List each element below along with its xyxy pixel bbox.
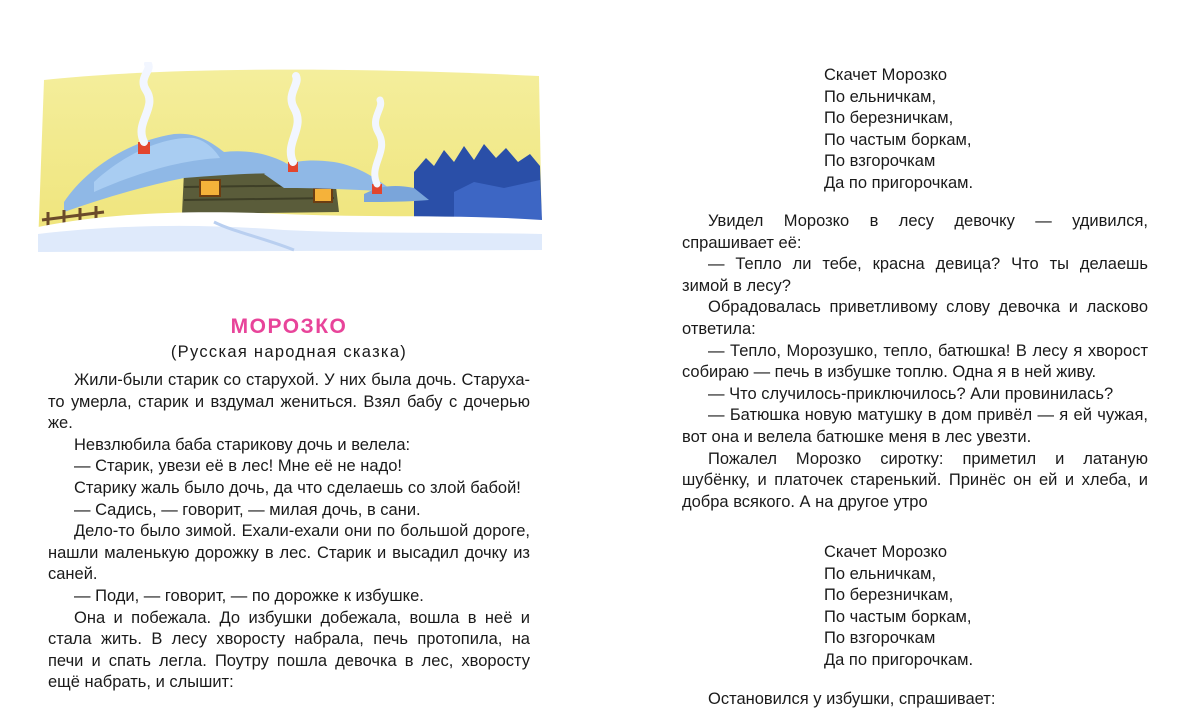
verse-line: Скачет Морозко — [824, 66, 948, 84]
verse-line: Скачет Морозко — [824, 543, 948, 561]
verse-line: По березничкам, — [824, 586, 954, 605]
verse-line: По березничкам, — [824, 109, 954, 128]
verse-block — [824, 542, 973, 672]
verse-block — [824, 65, 973, 195]
verse-line: По частым боркам, — [824, 130, 972, 149]
right-page — [592, 0, 1184, 728]
paragraph: Жили-были старик со старухой. У них была дочь. Старуха-то умерла, старик и вздумал жениться. Взял бабу с дочерью же. — [48, 371, 530, 433]
verse-line: Да по пригорочкам. — [824, 173, 974, 192]
paragraph: Пожалел Морозко сиротку: приметил и латаную шубёнку, и платочек старенький. Принёс он ей и хлеба, и добра всякого. А на другое утро — [682, 449, 1148, 511]
paragraph: — Тепло, Морозушко, тепло, батюшка! В лесу я хворост собираю — печь в избушке топлю. Одна я в ней живу. — [682, 341, 1148, 382]
winter-village-illustration — [34, 62, 546, 254]
final-line: Остановился у избушки, спрашивает: — [708, 690, 996, 708]
left-body-text — [48, 370, 530, 694]
paragraph: — Что случилось-приключилось? Али провинилась? — [708, 384, 1114, 403]
paragraph: Она и побежала. До избушки добежала, вошла в неё и стала жить. В лесу хворосту набрала, печь протопила, на печи и спать легла. Поутру пошла девочка в лес, хворосту ещё набрать, и слышит: — [48, 608, 530, 692]
verse-line: По частым боркам, — [824, 607, 972, 626]
paragraph: — Старик, увези её в лес! Мне её не надо! — [74, 457, 402, 476]
verse-line: По взгорочкам — [824, 629, 936, 648]
story-subtitle: (Русская народная сказка) — [170, 343, 408, 361]
paragraph: Обрадовалась приветливому слову девочка и ласково ответила: — [682, 298, 1148, 338]
winter-village-icon — [34, 62, 546, 254]
verse-line: По взгорочкам — [824, 152, 936, 171]
paragraph: — Поди, — говорит, — по дорожке к избушке. — [74, 586, 424, 605]
paragraph: — Батюшка новую матушку в дом привёл — я ей чужая, вот она и велела батюшке меня в лес увезти. — [682, 406, 1148, 446]
right-body-text — [682, 211, 1148, 513]
paragraph: Невзлюбила баба старикову дочь и велела: — [74, 435, 411, 454]
paragraph: Увидел Морозко в лесу девочку — удивился, спрашивает её: — [682, 212, 1148, 252]
verse-line: По ельничкам, — [824, 87, 937, 106]
paragraph: Дело-то было зимой. Ехали-ехали они по большой дороге, нашли маленькую дорожку в лес. Старик и высадил дочку из саней. — [48, 522, 530, 584]
verse-line: Да по пригорочкам. — [824, 650, 974, 669]
paragraph: Старику жаль было дочь, да что сделаешь со злой бабой! — [74, 478, 521, 497]
verse-line: По ельничкам, — [824, 564, 937, 583]
paragraph: — Садись, — говорит, — милая дочь, в сани. — [74, 500, 421, 519]
story-title: МОРОЗКО — [230, 315, 348, 338]
paragraph: — Тепло ли тебе, красна девица? Что ты делаешь зимой в лесу? — [682, 255, 1148, 295]
